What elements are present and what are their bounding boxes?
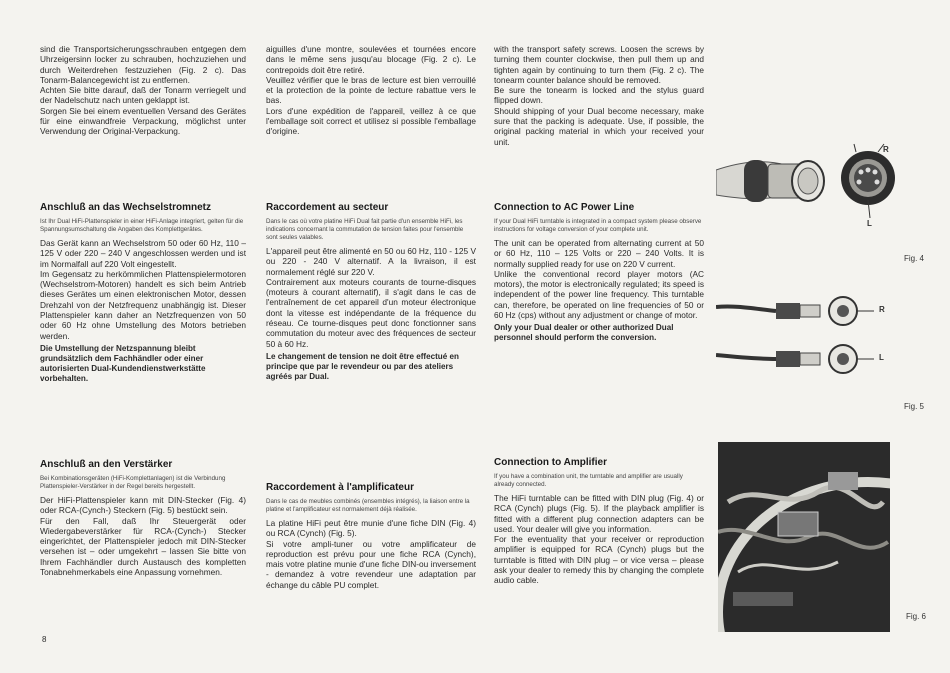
- german-intro-section: [40, 44, 246, 137]
- english-power-warning: Only your Dual dealer or other authorized Dual personnel should perform the conversion.: [494, 323, 674, 343]
- english-amp-heading: Connection to Amplifier: [494, 457, 607, 468]
- german-power-heading: Anschluß an das Wechselstromnetz: [40, 202, 211, 213]
- german-power-warning: Die Umstellung der Netzspannung bleibt grundsätzlich dem Fachhändler oder einer autorisierten Dual-Kundendienstwerkstätte vorbehalten.: [40, 343, 206, 383]
- english-intro-section: [494, 44, 704, 147]
- fig4-label: Fig. 4: [904, 254, 925, 263]
- german-amp-note: Bei Kombinationsgeräten (HiFi-Komplettanlagen) ist die Verbindung Plattenspieler-Verstärker in der Regel bereits hergestellt.: [40, 475, 226, 490]
- english-amp-section: [494, 457, 704, 586]
- german-power-section: [40, 202, 246, 384]
- german-power-body: Das Gerät kann an Wechselstrom 50 oder 60 Hz, 110 – 125 V oder 220 – 240 V angeschlossen werden und ist im Normalfall auf 220 Volt eingestellt. Im Gegensatz zu herkömmlichen Plattenspielermotoren (Wechselstrom-Motoren) handelt es sich beim Antrieb dieses Gerätes um einen elektronischen Motor, dessen Drehzahl von der Netzfrequenz unabhängig ist. Dieser Plattenspieler kann daher an Netzfrequenzen von 50 oder 60 Hz ohne Umstellung des Motors betrieben werden.: [40, 238, 246, 341]
- german-amp-heading: Anschluß an den Verstärker: [40, 459, 173, 470]
- french-amp-note: Dans le cas de meubles combinés (ensembles intégrés), la liaison entre la platine et l'amplificateur est normalement déjà réalisée.: [266, 498, 470, 513]
- french-amp-body: La platine HiFi peut être munie d'une fiche DIN (Fig. 4) ou RCA (Cynch) (Fig. 5). Si votre ampli-tuner ou votre amplificateur de reproduction est prévu pour une fiche RCA (Cynch), mais votre platine munie d'une fiche DIN-ou inversement - demandez à votre revendeur une adaptation par échange du câble PU complet.: [266, 518, 476, 590]
- english-amp-note: If you have a combination unit, the turntable and amplifier are usually already connected.: [494, 473, 683, 488]
- german-intro-text: sind die Transportsicherungsschrauben entgegen dem Uhrzeigersinn locker zu schrauben, hochzuziehen und durch Weiterdrehen festzuziehen (Fig. 2 c). Das Tonarm-Balancegewicht ist zu entfernen. Achten Sie bitte darauf, daß der Tonarm verriegelt und der Nadelschutz nach unten geklappt ist. Sorgen Sie bei einem eventuellen Versand des Gerätes für eine einwandfreie Verpackung, möglichst unter Verwendung der Original-Verpackung.: [40, 44, 246, 137]
- german-power-note: Ist Ihr Dual HiFi-Plattenspieler in einer HiFi-Anlage integriert, gelten für die Spannungsumschaltung die Angaben des Komplettgerätes.: [40, 218, 244, 233]
- figure-rca-plugs: [716, 285, 936, 411]
- rca-plug-illustration: [716, 285, 936, 395]
- german-amp-body: Der HiFi-Plattenspieler kann mit DIN-Stecker (Fig. 4) oder RCA-(Cynch-) Steckern (Fig. 5) bestückt sein. Für den Fall, daß Ihr Steuergerät oder Wiedergabeverstärker für RCA-(Cynch-) Stecker eingerichtet, der Plattenspieler jedoch mit DIN-Stecker versehen ist – oder umgekehrt – lassen Sie bitte von Ihrem Fachhändler durch Austausch des kompletten Tonabnehmerkabels eine Anpassung vornehmen.: [40, 495, 246, 578]
- fig6-label: Fig. 6: [906, 612, 927, 621]
- french-power-warning: Le changement de tension ne doit être effectué en principe que par le revendeur ou par des ateliers agréés par Dual.: [266, 351, 459, 381]
- french-power-heading: Raccordement au secteur: [266, 202, 389, 213]
- page-number: 8: [42, 635, 47, 644]
- english-power-note: If your Dual HiFi turntable is integrated in a compact system please observe instructions for voltage conversion of your complete unit.: [494, 218, 702, 233]
- french-amp-section: [266, 482, 476, 590]
- english-power-heading: Connection to AC Power Line: [494, 202, 635, 213]
- english-intro-text: with the transport safety screws. Loosen the screws by turning them counter clockwise, then pull them up and tighten again by continuing to turn them (Fig. 2 c). The tonearm counter balance should be removed. Be sure the tonearm is locked and the stylus guard flipped down. Should shipping of your Dual become necessary, make sure that the packing is adequate. Use, if possible, the original packing material in which your received your unit.: [494, 44, 704, 147]
- din-label-l: L: [867, 219, 872, 228]
- rca-label-l: L: [879, 353, 884, 362]
- french-power-body: L'appareil peut être alimenté en 50 ou 60 Hz, 110 - 125 V ou 220 - 240 V alternatif. A la livraison, il est normalement réglé sur 220 V. Contrairement aux moteurs courants de tourne-disques (moteurs à courant alternatif), il s'agit dans le cas de l'entraînement de cet appareil d'un moteur électronique dont la vitesse est indépendante de la fréquence du réseau. Ce tourne-disques peut donc fonctionner sans commutation du moteur avec des fréquences de secteur 50 à 60 Hz.: [266, 246, 476, 349]
- french-power-section: [266, 202, 476, 382]
- english-power-body: The unit can be operated from alternating current at 50 or 60 Hz, 110 – 125 Volts or 220 – 240 Volts. It is normally supplied ready for use on 220 V current. Unlike the conventional record player motors (AC motors), the motor is electronically regulated; its speed is independent of the power line frequency. This turntable can, therefore, be operated on line frequencies of 50 or 60 Hz (cps) without any adjustment or change of motor.: [494, 238, 704, 321]
- english-amp-body: The HiFi turntable can be fitted with DIN plug (Fig. 4) or RCA (Cynch) plugs (Fig. 5). If the playback amplifier is fitted with a different plug connection adapters can be used. Your dealer will give you information. For the eventuality that your receiver or reproduction amplifier is equipped for RCA (Cynch) plugs but the turntable is fitted with DIN plug – or vice versa – please ask your dealer to remedy this by changing the complete audio cable.: [494, 493, 704, 586]
- english-power-section: [494, 202, 704, 343]
- german-amp-section: [40, 459, 246, 577]
- din-plug-illustration: [716, 140, 936, 250]
- figure-turntable-photo: [718, 442, 890, 632]
- din-label-r: R: [883, 145, 889, 154]
- figure-din-plug: [716, 140, 936, 263]
- french-power-note: Dans le cas où votre platine HiFi Dual fait partie d'un ensemble HiFi, les indications concernant la commutation de tension faites pour l'ensemble sont seules valables.: [266, 218, 464, 241]
- french-amp-heading: Raccordement à l'amplificateur: [266, 482, 414, 493]
- turntable-cable-photo: [718, 442, 890, 632]
- fig5-label: Fig. 5: [904, 402, 925, 411]
- french-intro-section: [266, 44, 476, 137]
- french-intro-text: aiguilles d'une montre, soulevées et tournées encore dans le même sens jusqu'au blocage (Fig. 2 c). Le contrepoids doit être retiré. Veuillez vérifier que le bras de lecture est bien verrouillé et la protection de la pointe de lecture rabattue vers le bas. Lors d'une expédition de l'appareil, veillez à ce que l'emballage soit correct et utilisez si possible l'emballage d'origine.: [266, 44, 476, 137]
- rca-label-r: R: [879, 305, 885, 314]
